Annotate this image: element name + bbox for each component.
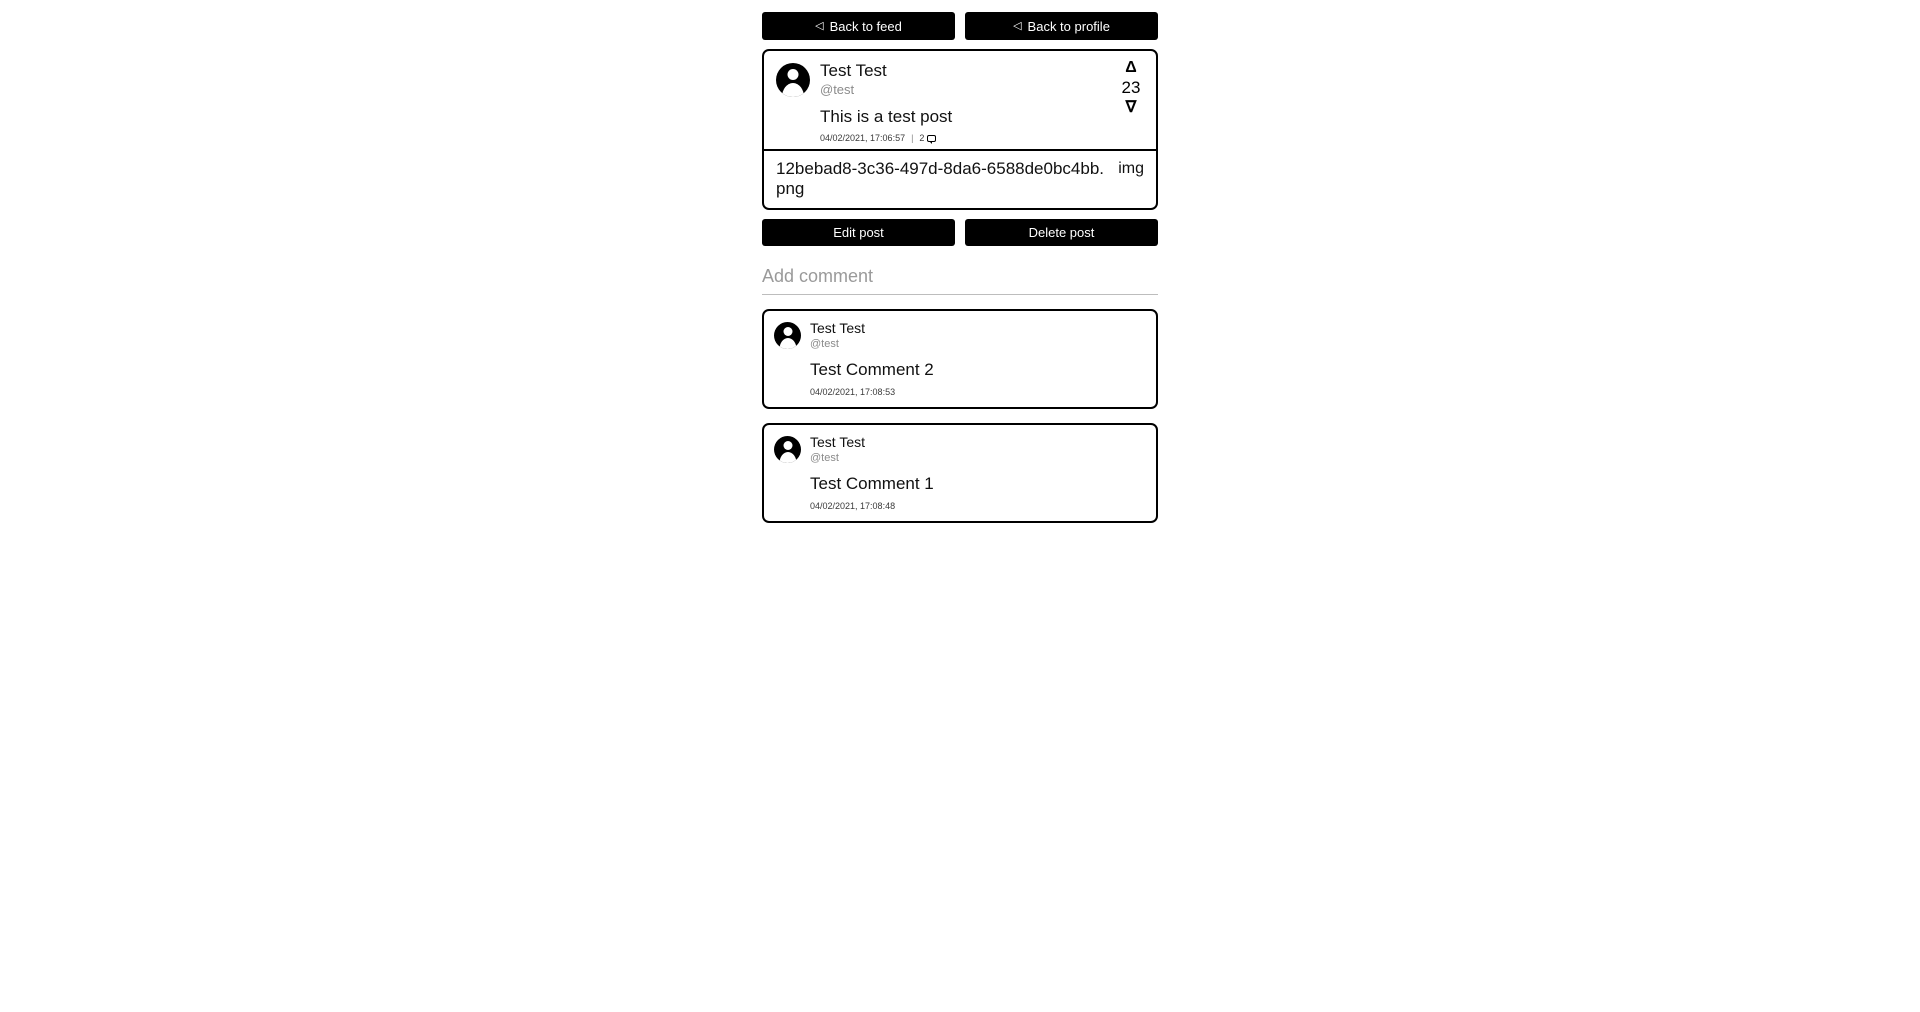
vote-score: 23 [1121,78,1141,97]
post-timestamp: 04/02/2021, 17:06:57 [820,133,906,143]
add-comment-field [762,264,1158,295]
navigation-row [762,12,1158,40]
downvote-icon[interactable]: ∇ [1125,99,1137,116]
comment-body [810,434,1144,511]
back-to-feed-button[interactable] [762,12,955,40]
avatar [774,436,801,463]
delete-post-button[interactable]: Delete post [965,219,1158,246]
meta-separator: | [911,133,914,143]
back-to-feed-label: Back to feed [829,18,902,34]
post-attachment[interactable] [764,149,1156,208]
comment-text: Test Comment 2 [810,360,934,379]
edit-post-button[interactable]: Edit post [762,219,955,246]
comment-bubble-icon [927,135,936,142]
post-main [764,51,1156,149]
add-comment-input[interactable] [762,264,1158,295]
comment-author-handle: @test [810,338,839,350]
post-comment-count [919,133,936,143]
post-author-name: Test Test [820,61,887,80]
list-item [762,309,1158,409]
comment-text: Test Comment 1 [810,474,934,493]
comment-author-handle: @test [810,452,839,464]
post-detail-column [762,12,1158,523]
upvote-icon[interactable]: Δ [1125,59,1137,76]
comment-author-name: Test Test [810,320,865,336]
post-author-handle: @test [820,82,855,97]
comment-timestamp: 04/02/2021, 17:08:48 [810,501,896,511]
comment-author-name: Test Test [810,434,865,450]
post-body [820,61,1144,143]
list-item [762,423,1158,523]
back-arrow-icon: ◁ [1013,19,1022,32]
avatar [774,322,801,349]
attachment-type-label: img [1118,160,1144,177]
avatar [776,63,810,97]
comment-timestamp: 04/02/2021, 17:08:53 [810,387,896,397]
post-card [762,49,1158,210]
post-meta [820,133,1144,143]
back-to-profile-button[interactable] [965,12,1158,40]
vote-column [1116,59,1146,117]
comment-count-value: 2 [919,133,925,143]
back-to-profile-label: Back to profile [1027,18,1110,34]
back-arrow-icon: ◁ [815,19,824,32]
post-actions-row [762,219,1158,246]
post-text: This is a test post [820,107,953,126]
comments-list [762,309,1158,523]
attachment-filename: 12bebad8-3c36-497d-8da6-6588de0bc4bb.png [776,159,1105,198]
comment-body [810,320,1144,397]
